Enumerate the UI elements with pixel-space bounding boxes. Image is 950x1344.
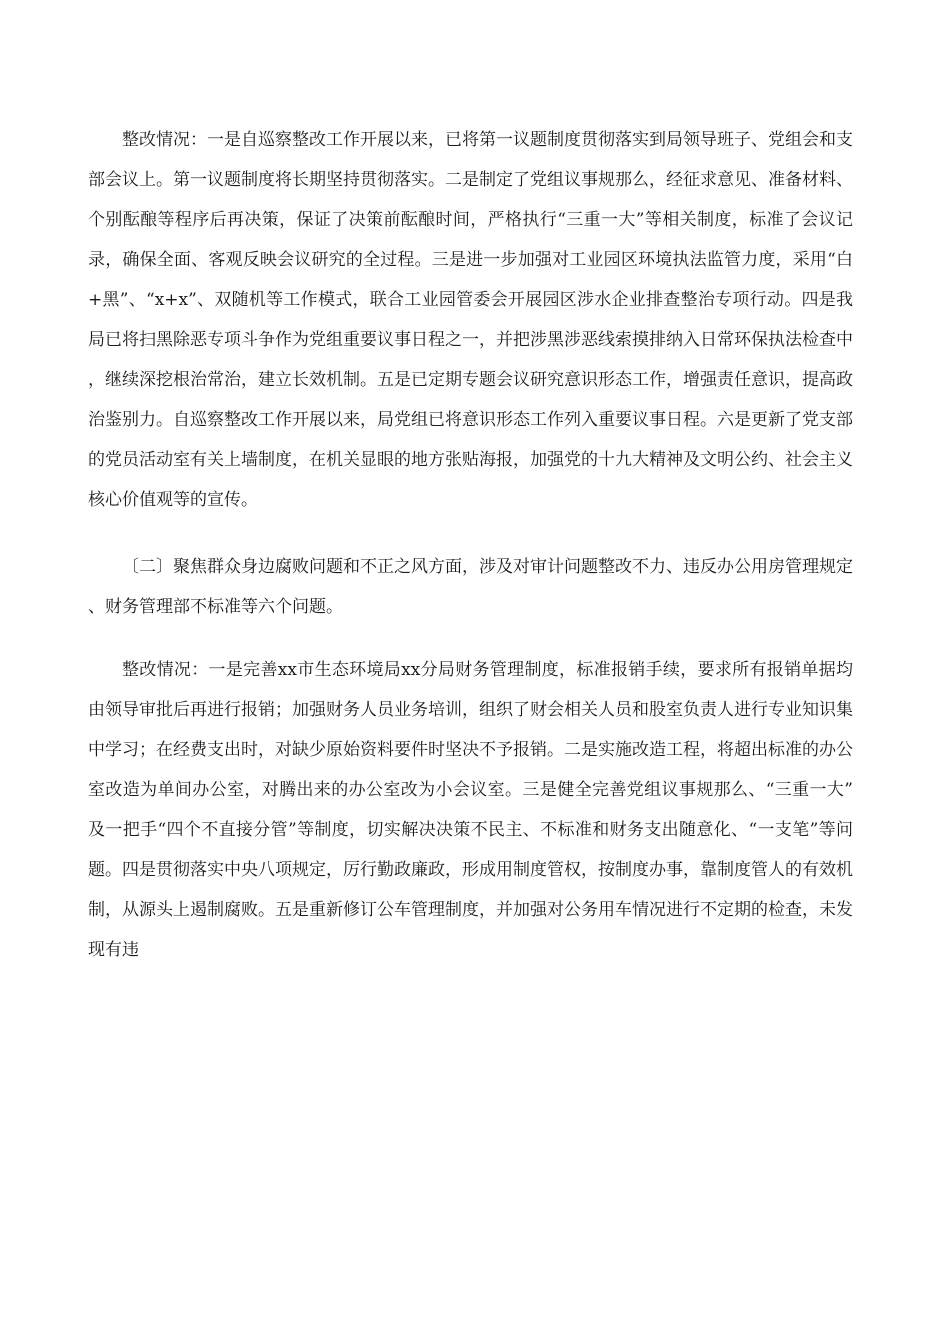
paragraph-rectification-party-work: 整改情况：一是自巡察整改工作开展以来，已将第一议题制度贯彻落实到局领导班子、党组会和支部会议上。第一议题制度将长期坚持贯彻落实。二是制定了党组议事规那么，经征求意见、准备材料、个别酝酿等程序后再决策，保证了决策前酝酿时间，严格执行“三重一大”等相关制度，标准了会议记录，确保全面、客观反映会议研究的全过程。三是进一步加强对工业园区环境执法监管力度，采用“白+黑”、“x+x”、双随机等工作模式，联合工业园管委会开展园区涉水企业排查整治专项行动。四是我局已将扫黑除恶专项斗争作为党组重要议事日程之一，并把涉黑涉恶线索摸排纳入日常环保执法检查中，继续深挖根治常治，建立长效机制。五是已定期专题会议研究意识形态工作，增强责任意识，提高政治鉴别力。自巡察整改工作开展以来，局党组已将意识形态工作列入重要议事日程。六是更新了党支部的党员活动室有关上墙制度，在机关显眼的地方张贴海报，加强党的十九大精神及文明公约、社会主义核心价值观等的宣传。 [88,130,853,510]
document-page [88,120,853,970]
paragraph-section-two-heading: 〔二〕聚焦群众身边腐败问题和不正之风方面，涉及对审计问题整改不力、违反办公用房管理规定、财务管理部不标准等六个问题。 [88,557,853,617]
paragraph-rectification-finance: 整改情况：一是完善xx市生态环境局xx分局财务管理制度，标准报销手续，要求所有报销单据均由领导审批后再进行报销；加强财务人员业务培训，组织了财会相关人员和股室负责人进行专业知识集中学习；在经费支出时，对缺少原始资料要件时坚决不予报销。二是实施改造工程，将超出标准的办公室改造为单间办公室，对腾出来的办公室改为小会议室。三是健全完善党组议事规那么、“三重一大”及一把手“四个不直接分管”等制度，切实解决决策不民主、不标准和财务支出随意化、“一支笔”等问题。四是贯彻落实中央八项规定，厉行勤政廉政，形成用制度管权，按制度办事，靠制度管人的有效机制，从源头上遏制腐败。五是重新修订公车管理制度，并加强对公务用车情况进行不定期的检查，未发现有违 [88,660,853,960]
